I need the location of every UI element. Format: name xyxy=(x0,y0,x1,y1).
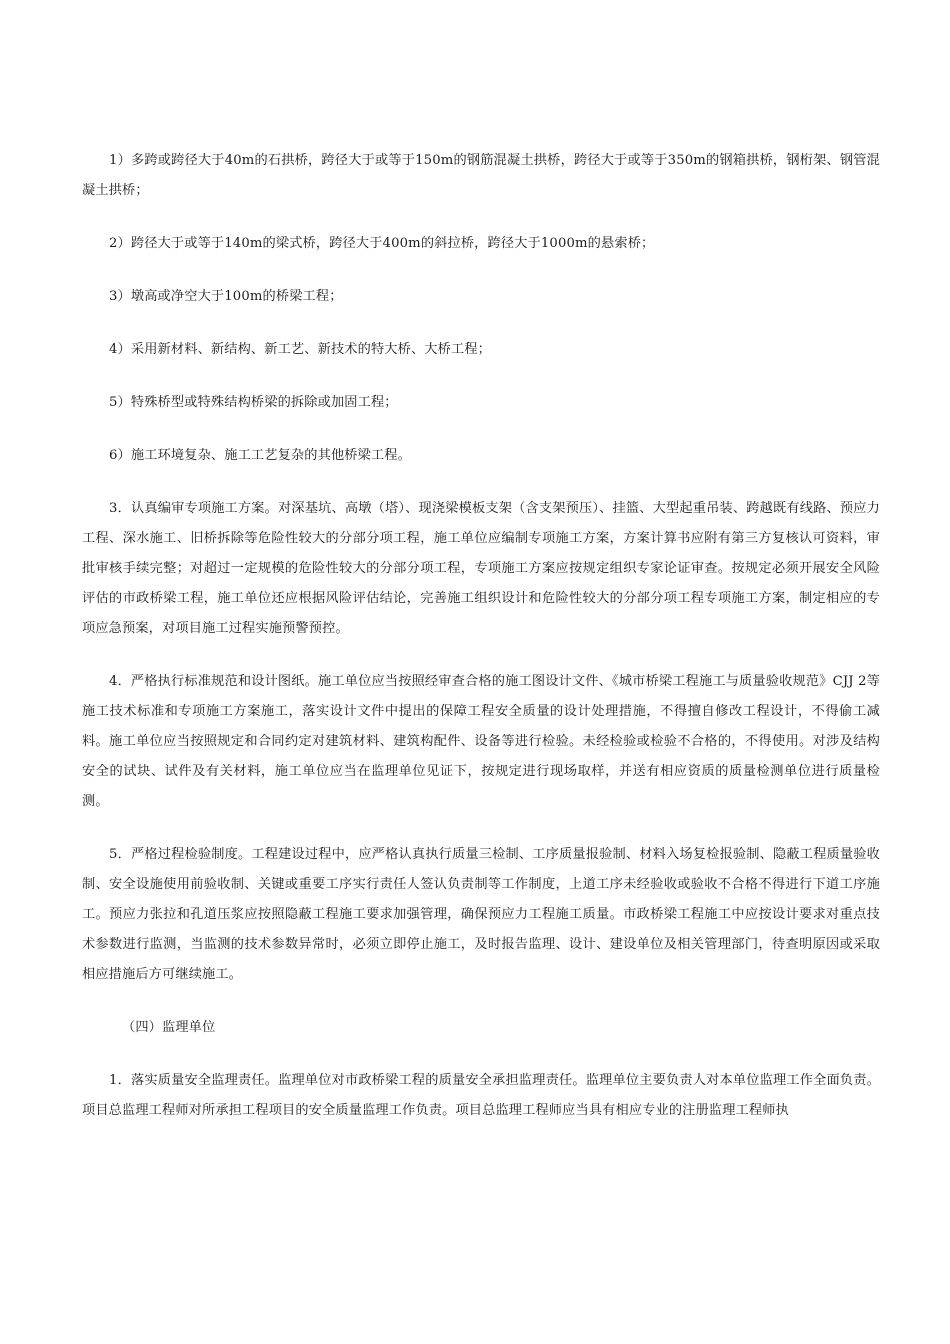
paragraph-standards-and-drawings: 4．严格执行标准规范和设计图纸。施工单位应当按照经审查合格的施工图设计文件、《城市桥梁工程施工与质量验收规范》CJJ 2等施工技术标准和专项施工方案施工，落实设计文件中提出的保障工程安全质量的设计处理措施，不得擅自修改工程设计，不得偷工减料。施工单位应当按照规定和合同约定对建筑材料、建筑构配件、设备等进行检验。未经检验或检验不合格的，不得使用。对涉及结构安全的试块、试件及有关材料，施工单位应当在监理单位见证下，按规定进行现场取样，并送有相应资质的质量检测单位进行质量检测。 xyxy=(82,674,880,809)
list-item-pier-height: 3）墩高或净空大于100m的桥梁工程； xyxy=(109,289,343,304)
document-body xyxy=(82,146,880,1126)
list-item-beam-bridge: 2）跨径大于或等于140m的梁式桥，跨径大于400m的斜拉桥，跨径大于1000m的悬索桥； xyxy=(109,236,655,251)
paragraph-supervision-responsibility: 1．落实质量安全监理责任。监理单位对市政桥梁工程的质量安全承担监理责任。监理单位主要负责人对本单位监理工作全面负责。项目总监理工程师对所承担工程项目的安全质量监理工作负责。项目总监理工程师应当具有相应专业的注册监理工程师执 xyxy=(82,1073,880,1118)
list-item-new-materials: 4）采用新材料、新结构、新工艺、新技术的特大桥、大桥工程； xyxy=(109,342,491,357)
list-item-complex-environment: 6）施工环境复杂、施工工艺复杂的其他桥梁工程。 xyxy=(109,448,411,463)
list-item-arch-bridge: 1）多跨或跨径大于40m的石拱桥，跨径大于或等于150m的钢筋混凝土拱桥，跨径大于或等于350m的钢箱拱桥，钢桁架、钢管混凝土拱桥； xyxy=(82,153,880,198)
paragraph-special-construction-plan: 3．认真编审专项施工方案。对深基坑、高墩（塔）、现浇梁模板支架（含支架预压）、挂篮、大型起重吊装、跨越既有线路、预应力工程、深水施工、旧桥拆除等危险性较大的分部分项工程，施工单位应编制专项施工方案，方案计算书应附有第三方复核认可资料，审批审核手续完整；对超过一定规模的危险性较大的分部分项工程，专项施工方案应按规定组织专家论证审查。按规定必须开展安全风险评估的市政桥梁工程，施工单位还应根据风险评估结论，完善施工组织设计和危险性较大的分部分项工程专项施工方案，制定相应的专项应急预案，对项目施工过程实施预警预控。 xyxy=(82,501,880,636)
list-item-demolition: 5）特殊桥型或特殊结构桥梁的拆除或加固工程； xyxy=(109,395,398,410)
section-heading-supervision-unit: （四）监理单位 xyxy=(122,1020,216,1035)
paragraph-process-inspection: 5．严格过程检验制度。工程建设过程中，应严格认真执行质量三检制、工序质量报验制、材料入场复检报验制、隐蔽工程质量验收制、安全设施使用前验收制、关键或重要工序实行责任人签认负责制等工作制度，上道工序未经验收或验收不合格不得进行下道工序施工。预应力张拉和孔道压浆应按照隐蔽工程施工要求加强管理，确保预应力工程施工质量。市政桥梁工程施工中应按设计要求对重点技术参数进行监测，当监测的技术参数异常时，必须立即停止施工，及时报告监理、设计、建设单位及相关管理部门，待查明原因或采取相应措施后方可继续施工。 xyxy=(82,847,880,982)
